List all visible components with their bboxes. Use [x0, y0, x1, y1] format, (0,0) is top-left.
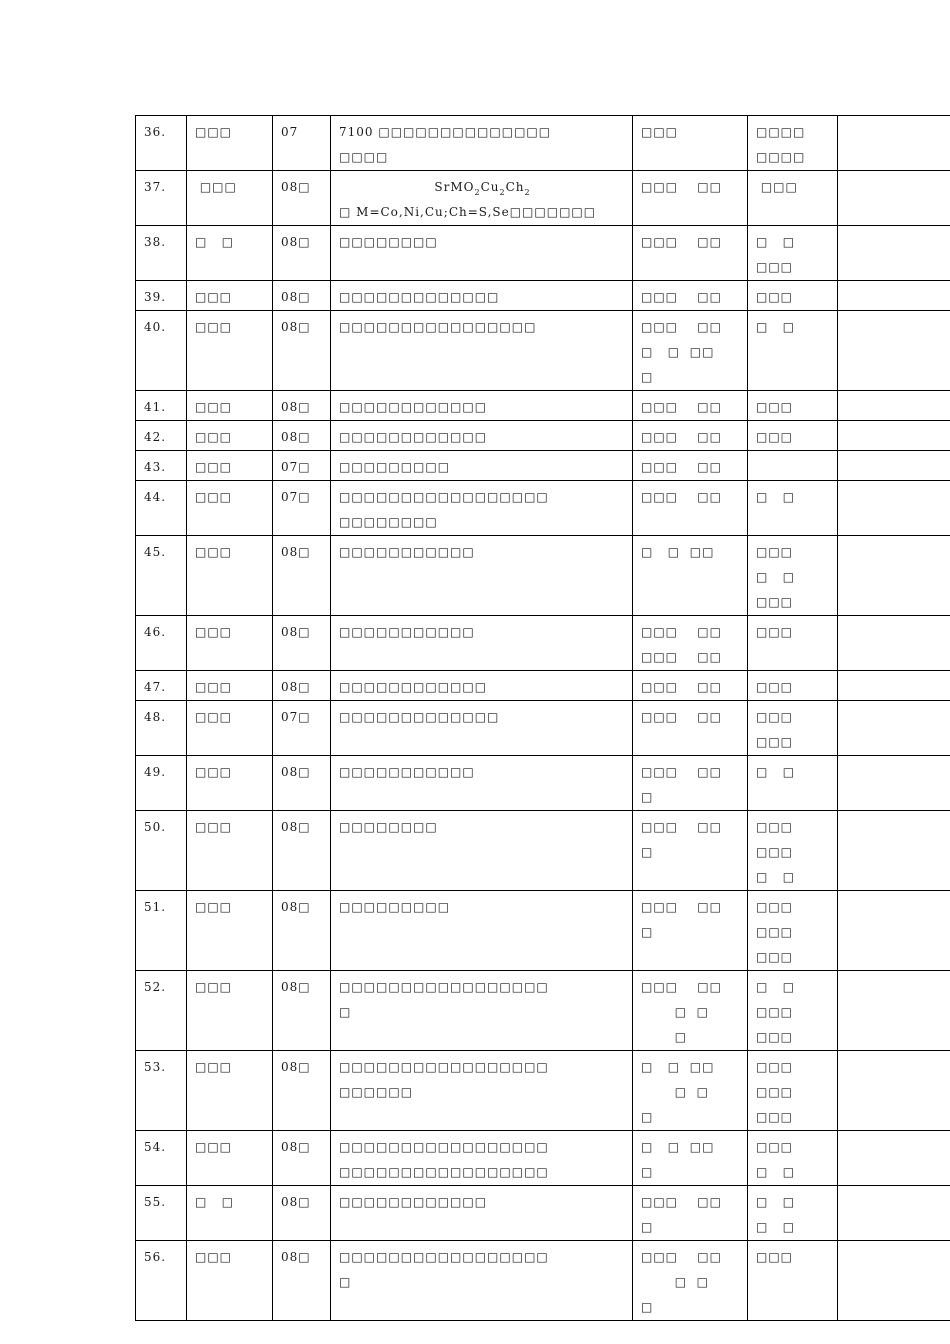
table-row — [136, 891, 950, 971]
advisor-cell: □□□ □□ □□□ □□ — [633, 616, 748, 671]
grade-cell: 08□ — [273, 536, 331, 616]
remarks-cell — [838, 391, 950, 421]
student-name-cell: □□□ — [187, 1051, 273, 1131]
table-row — [136, 116, 950, 171]
award-cell: □□□ □□□ □□□ — [748, 1051, 838, 1131]
row-number-cell: 45. — [136, 536, 187, 616]
table-row — [136, 311, 950, 391]
row-number-cell: 39. — [136, 281, 187, 311]
row-number-cell: 48. — [136, 701, 187, 756]
award-cell: □□□ — [748, 171, 838, 226]
award-cell: □ □ □ □ — [748, 1186, 838, 1241]
project-title-cell: □□□□□□□□□□□□□□□□□ □ — [331, 1241, 633, 1321]
student-name-cell: □□□ — [187, 171, 273, 226]
student-name-cell: □□□ — [187, 281, 273, 311]
grade-cell: 08□ — [273, 891, 331, 971]
table-row — [136, 701, 950, 756]
advisor-cell: □□□ □□ □ — [633, 1186, 748, 1241]
advisor-cell: □ □ □□ □ □ □ — [633, 1051, 748, 1131]
student-name-cell: □□□ — [187, 811, 273, 891]
row-number-cell: 53. — [136, 1051, 187, 1131]
grade-cell: 08□ — [273, 971, 331, 1051]
student-name-cell: □□□ — [187, 391, 273, 421]
grade-cell: 08□ — [273, 811, 331, 891]
row-number-cell: 49. — [136, 756, 187, 811]
table-row — [136, 536, 950, 616]
advisor-cell: □□□ □□ □ — [633, 811, 748, 891]
chemical-formula — [339, 175, 626, 200]
remarks-cell — [838, 891, 950, 971]
table-row — [136, 616, 950, 671]
row-number-cell: 50. — [136, 811, 187, 891]
project-title-cell: □□□□□□□□□□□□ — [331, 671, 633, 701]
remarks-cell — [838, 311, 950, 391]
remarks-cell — [838, 421, 950, 451]
remarks-cell — [838, 171, 950, 226]
student-name-cell: □□□ — [187, 1131, 273, 1186]
remarks-cell — [838, 701, 950, 756]
award-cell: □□□ □□□ — [748, 701, 838, 756]
award-cell: □ □ — [748, 311, 838, 391]
student-name-cell: □□□ — [187, 421, 273, 451]
project-title-cell: □□□□□□□□□□□□□ — [331, 281, 633, 311]
project-title-cell: □□□□□□□□□ — [331, 891, 633, 971]
grade-cell: 08□ — [273, 1186, 331, 1241]
remarks-cell — [838, 116, 950, 171]
award-cell: □ □ □□□ — [748, 226, 838, 281]
project-title-text: □ M=Co,Ni,Cu;Ch=S,Se□□□□□□□ — [339, 205, 597, 219]
remarks-cell — [838, 811, 950, 891]
table-row — [136, 451, 950, 481]
advisor-cell: □□□ □□ — [633, 481, 748, 536]
row-number-cell: 56. — [136, 1241, 187, 1321]
remarks-cell — [838, 281, 950, 311]
advisor-cell: □□□ □□ — [633, 671, 748, 701]
remarks-cell — [838, 971, 950, 1051]
award-cell: □□□ — [748, 281, 838, 311]
grade-cell: 08□ — [273, 311, 331, 391]
grade-cell: 08□ — [273, 1241, 331, 1321]
student-name-cell: □ □ — [187, 226, 273, 281]
advisor-cell: □□□ □□ □ — [633, 891, 748, 971]
advisor-cell: □□□ □□ — [633, 421, 748, 451]
student-name-cell: □□□ — [187, 311, 273, 391]
project-title-cell: □□□□□□□□ — [331, 811, 633, 891]
table-row — [136, 1186, 950, 1241]
advisor-cell: □□□ □□ □ □ □□ □ — [633, 311, 748, 391]
student-name-cell: □□□ — [187, 701, 273, 756]
project-title-cell: □□□□□□□□□□□ — [331, 616, 633, 671]
grade-cell: 07 — [273, 116, 331, 171]
table-row — [136, 481, 950, 536]
table-row — [136, 971, 950, 1051]
student-name-cell: □□□ — [187, 616, 273, 671]
formula-subscript: 2 — [499, 188, 506, 197]
remarks-cell — [838, 756, 950, 811]
remarks-cell — [838, 671, 950, 701]
student-name-cell: □□□ — [187, 671, 273, 701]
row-number-cell: 43. — [136, 451, 187, 481]
remarks-cell — [838, 536, 950, 616]
row-number-cell: 40. — [136, 311, 187, 391]
grade-cell: 07□ — [273, 701, 331, 756]
table-row — [136, 1241, 950, 1321]
award-cell: □□□ — [748, 391, 838, 421]
grade-cell: 07□ — [273, 481, 331, 536]
grade-cell: 08□ — [273, 281, 331, 311]
table-row — [136, 1051, 950, 1131]
award-cell: □□□ □□□ □□□ — [748, 891, 838, 971]
project-title-cell: □□□□□□□□ — [331, 226, 633, 281]
row-number-cell: 54. — [136, 1131, 187, 1186]
grade-cell: 08□ — [273, 1131, 331, 1186]
award-cell: □□□ — [748, 1241, 838, 1321]
advisor-cell: □□□ □□ — [633, 391, 748, 421]
award-cell — [748, 451, 838, 481]
student-name-cell: □□□ — [187, 756, 273, 811]
project-title-cell: □□□□□□□□□□□□□□□□□ □□□□□□ — [331, 1051, 633, 1131]
grade-cell: 08□ — [273, 671, 331, 701]
remarks-cell — [838, 1186, 950, 1241]
award-cell: □□□□ □□□□ — [748, 116, 838, 171]
student-name-cell: □□□ — [187, 451, 273, 481]
award-cell: □ □ □□□ □□□ — [748, 971, 838, 1051]
formula-part: Cu — [480, 180, 500, 194]
table-row — [136, 281, 950, 311]
project-title-cell — [331, 171, 633, 226]
remarks-cell — [838, 616, 950, 671]
remarks-cell — [838, 481, 950, 536]
remarks-cell — [838, 1051, 950, 1131]
advisor-cell: □ □ □□ — [633, 536, 748, 616]
project-title-cell: □□□□□□□□□□□□□□□□ — [331, 311, 633, 391]
row-number-cell: 55. — [136, 1186, 187, 1241]
advisor-cell: □□□ □□ — [633, 701, 748, 756]
grade-cell: 08□ — [273, 171, 331, 226]
row-number-cell: 37. — [136, 171, 187, 226]
table-row — [136, 226, 950, 281]
row-number-cell: 47. — [136, 671, 187, 701]
table-row — [136, 391, 950, 421]
student-name-cell: □□□ — [187, 891, 273, 971]
grade-cell: 08□ — [273, 391, 331, 421]
project-title-cell: □□□□□□□□□□□□ — [331, 391, 633, 421]
formula-subscript: 2 — [474, 188, 481, 197]
grade-cell: 08□ — [273, 1051, 331, 1131]
project-title-cell: □□□□□□□□□□□□□□□□□ □ — [331, 971, 633, 1051]
table-row — [136, 1131, 950, 1186]
formula-part: SrMO — [434, 180, 475, 194]
table-row — [136, 421, 950, 451]
student-name-cell: □□□ — [187, 536, 273, 616]
formula-subscript: 2 — [524, 188, 531, 197]
advisor-cell: □□□ □□ — [633, 451, 748, 481]
project-title-cell: □□□□□□□□□□□□□□□□□ □□□□□□□□ — [331, 481, 633, 536]
student-project-table — [135, 115, 950, 1321]
project-title-cell: □□□□□□□□□□□□ — [331, 1186, 633, 1241]
award-cell: □□□ □ □ — [748, 1131, 838, 1186]
grade-cell: 07□ — [273, 451, 331, 481]
table-body — [136, 116, 950, 1321]
student-name-cell: □□□ — [187, 971, 273, 1051]
project-title-cell: □□□□□□□□□ — [331, 451, 633, 481]
project-title-cell: □□□□□□□□□□□□□ — [331, 701, 633, 756]
remarks-cell — [838, 226, 950, 281]
advisor-cell: □□□ □□ □ — [633, 756, 748, 811]
project-title-cell: □□□□□□□□□□□ — [331, 756, 633, 811]
project-title-cell: □□□□□□□□□□□ — [331, 536, 633, 616]
table-row — [136, 811, 950, 891]
table-row — [136, 171, 950, 226]
project-title-cell: □□□□□□□□□□□□□□□□□ □□□□□□□□□□□□□□□□□ — [331, 1131, 633, 1186]
advisor-cell: □□□ — [633, 116, 748, 171]
award-cell: □□□ □ □ □□□ — [748, 536, 838, 616]
formula-part: Ch — [505, 180, 525, 194]
remarks-cell — [838, 1241, 950, 1321]
award-cell: □ □ — [748, 756, 838, 811]
student-name-cell: □□□ — [187, 116, 273, 171]
table-row — [136, 756, 950, 811]
award-cell: □ □ — [748, 481, 838, 536]
advisor-cell: □□□ □□ — [633, 226, 748, 281]
student-name-cell: □□□ — [187, 481, 273, 536]
award-cell: □□□ — [748, 616, 838, 671]
row-number-cell: 46. — [136, 616, 187, 671]
award-cell: □□□ □□□ □ □ — [748, 811, 838, 891]
row-number-cell: 52. — [136, 971, 187, 1051]
student-name-cell: □ □ — [187, 1186, 273, 1241]
grade-cell: 08□ — [273, 421, 331, 451]
grade-cell: 08□ — [273, 616, 331, 671]
table-row — [136, 671, 950, 701]
row-number-cell: 38. — [136, 226, 187, 281]
row-number-cell: 42. — [136, 421, 187, 451]
grade-cell: 08□ — [273, 756, 331, 811]
project-title-cell: □□□□□□□□□□□□ — [331, 421, 633, 451]
row-number-cell: 51. — [136, 891, 187, 971]
award-cell: □□□ — [748, 421, 838, 451]
advisor-cell: □□□ □□ □ □ □ — [633, 1241, 748, 1321]
advisor-cell: □□□ □□ □ □ □ — [633, 971, 748, 1051]
remarks-cell — [838, 1131, 950, 1186]
row-number-cell: 36. — [136, 116, 187, 171]
advisor-cell: □□□ □□ — [633, 171, 748, 226]
grade-cell: 08□ — [273, 226, 331, 281]
row-number-cell: 41. — [136, 391, 187, 421]
remarks-cell — [838, 451, 950, 481]
award-cell: □□□ — [748, 671, 838, 701]
student-name-cell: □□□ — [187, 1241, 273, 1321]
row-number-cell: 44. — [136, 481, 187, 536]
advisor-cell: □ □ □□ □ — [633, 1131, 748, 1186]
project-title-cell: 7100 □□□□□□□□□□□□□□ □□□□ — [331, 116, 633, 171]
advisor-cell: □□□ □□ — [633, 281, 748, 311]
